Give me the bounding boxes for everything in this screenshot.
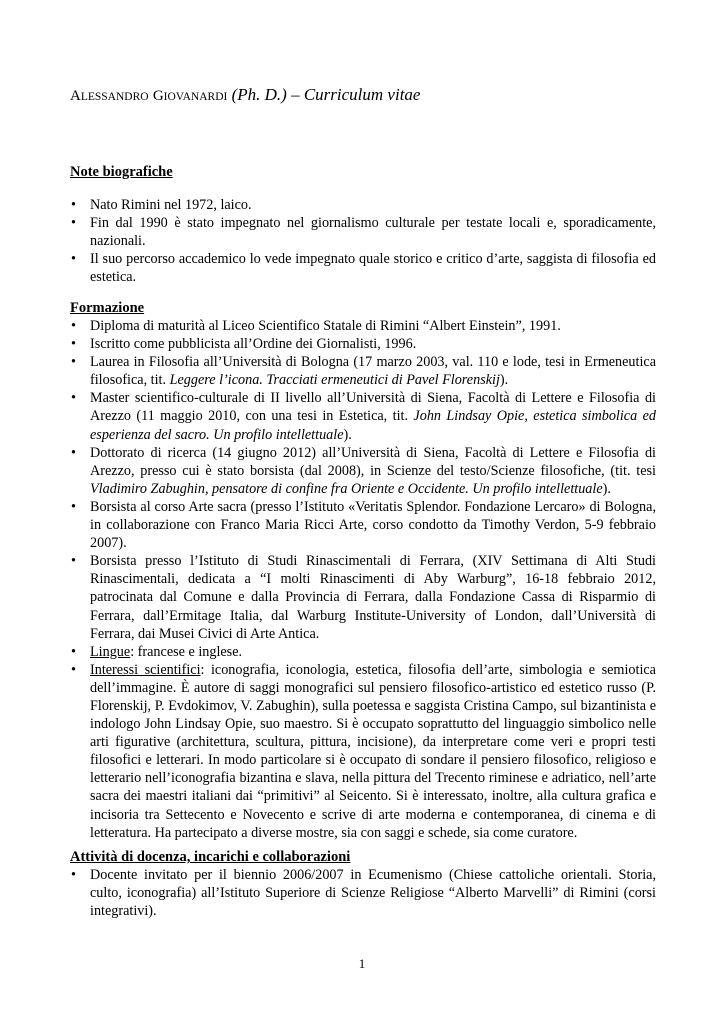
bullet-icon: •: [71, 643, 76, 660]
bullet-icon: •: [71, 444, 76, 461]
languages-label: Lingue: [90, 643, 131, 660]
teaching-list: [70, 866, 656, 920]
bullet-icon: •: [71, 215, 76, 232]
list-item: • Dottorato di ricerca (14 giugno 2012) all’Università di Siena, Facoltà di Lettere e Filosofia di Arezzo, presso cui è stato borsista (dal 2008), in Scienze del testo/Scienze filosofiche, (tit. tesi Vladimiro Zabughin, pensatore di confine fra Oriente e Occidente. Un profilo intellettuale).: [71, 444, 656, 497]
list-item: • Docente invitato per il biennio 2006/2007 in Ecumenismo (Chiese cattoliche orientali. Storia, culto, iconografia) all’Istituto Superiore di Scienze Religiose “Alberto Marvelli” di Rimini (corsi integrativi).: [71, 867, 656, 920]
document-subtitle: – Curriculum vitae: [286, 85, 421, 104]
list-item: • Diploma di maturità al Liceo Scientifico Statale di Rimini “Albert Einstein”, 1991.: [71, 318, 561, 334]
page-number: 1: [358, 956, 366, 971]
bullet-icon: •: [71, 336, 76, 353]
bullet-icon: •: [71, 251, 76, 268]
list-item: • Interessi scientifici: iconografia, iconologia, estetica, filosofia dell’arte, simbologia e semiotica dell’immagine. È autore di saggi monografici sul pensiero filosofico-artistico ed estetico russo (P. Florenskij, P. Evdokimov, V. Zabughin), sulla poetessa e saggista Cristina Campo, sul bizantinista e indologo John Lindsay Opie, suo maestro. Si è occupato soprattutto del linguaggio simbolico nelle arti figurative (architettura, scultura, pittura, incisione), da interpretare come veri e propri testi filosofici e letterari. In modo particolare si è occupato di sondare il pensiero filosofico, religioso e letterario nell’iconografia bizantina e slava, nella pittura del Trecento riminese e adriatico, nell’arte sacra dei maestri italiani dai “primitivi” al Seicento. Si è interessato, inoltre, alla cultura grafica e incisoria tra Settecento e Novecento e scrive di arte moderna e contemporanea, di cinema e di letteratura. Ha partecipato a diverse mostre, sia con saggi e schede, sia come curatore.: [71, 661, 656, 841]
list-item: • Master scientifico-culturale di II livello all’Università di Siena, Facoltà di Lettere e Filosofia di Arezzo (11 maggio 2010, con una tesi in Estetica, tit. John Lindsay Opie, estetica simbolica ed esperienza del sacro. Un profilo intellettuale).: [71, 390, 656, 443]
thesis-title: John Lindsay Opie, estetica simbolica ed esperienza del sacro. Un profilo intellettuale: [90, 408, 656, 443]
bullet-icon: •: [71, 390, 76, 407]
bullet-icon: •: [71, 867, 76, 883]
list-item: • Borsista al corso Arte sacra (presso l’Istituto «Veritatis Splendor. Fondazione Lercaro» di Bologna, in collaborazione con Franco Maria Ricci Arte, corso condotto da Timothy Verdon, 5-9 febbraio 2007).: [71, 498, 656, 552]
author-degree: (Ph. D.): [231, 85, 287, 104]
bullet-icon: •: [71, 354, 76, 371]
thesis-title: Leggere l’icona. Tracciati ermeneutici di Pavel Florenskij: [169, 372, 500, 389]
list-item: • Iscritto come pubblicista all’Ordine dei Giornalisti, 1996.: [71, 336, 417, 353]
section-heading-bio: Note biografiche: [70, 164, 173, 180]
document-title: [70, 84, 670, 108]
author-name: ALESSANDRO GIOVANARDI: [70, 88, 228, 104]
bullet-icon: •: [71, 318, 76, 334]
education-list: [70, 317, 656, 842]
thesis-title: Vladimiro Zabughin, pensatore di confine fra Oriente e Occidente. Un profilo intellettuale: [90, 480, 603, 497]
bullet-icon: •: [71, 498, 76, 515]
bullet-icon: •: [71, 553, 76, 570]
interests-label: Interessi scientifici: [90, 661, 201, 678]
list-item: • Fin dal 1990 è stato impegnato nel giornalismo culturale per testate locali e, sporadicamente, nazionali.: [71, 215, 656, 250]
list-item: • Il suo percorso accademico lo vede impegnato quale storico e critico d’arte, saggista di filosofia ed estetica.: [71, 251, 656, 286]
section-heading-teaching: Attività di docenza, incarichi e collaborazioni: [70, 849, 351, 865]
bullet-icon: •: [71, 661, 76, 678]
bio-list: [70, 196, 656, 286]
list-item: • Nato Rimini nel 1972, laico.: [71, 197, 252, 213]
list-item: • Borsista presso l’Istituto di Studi Rinascimentali di Ferrara, (XIV Settimana di Alti Studi Rinascimentali, dedicata a “I molti Rinascimenti di Aby Warburg”, 16-18 febbraio 2012, patrocinata dal Comune e dalla Provincia di Ferrara, dalla Fondazione Cassa di Risparmio di Ferrara, dall’Ermitage Italia, dal Warburg Institute-University of London, dall’Università di Ferrara, dai Musei Civici di Arte Antica.: [71, 553, 656, 642]
list-item: • Laurea in Filosofia all’Università di Bologna (17 marzo 2003, val. 110 e lode, tesi in Ermeneutica filosofica, tit. Leggere l’icona. Tracciati ermeneutici di Pavel Florenskij).: [71, 354, 656, 389]
section-heading-education: Formazione: [70, 300, 145, 316]
bullet-icon: •: [71, 197, 76, 213]
list-item: • Lingue: francese e inglese.: [71, 643, 243, 660]
